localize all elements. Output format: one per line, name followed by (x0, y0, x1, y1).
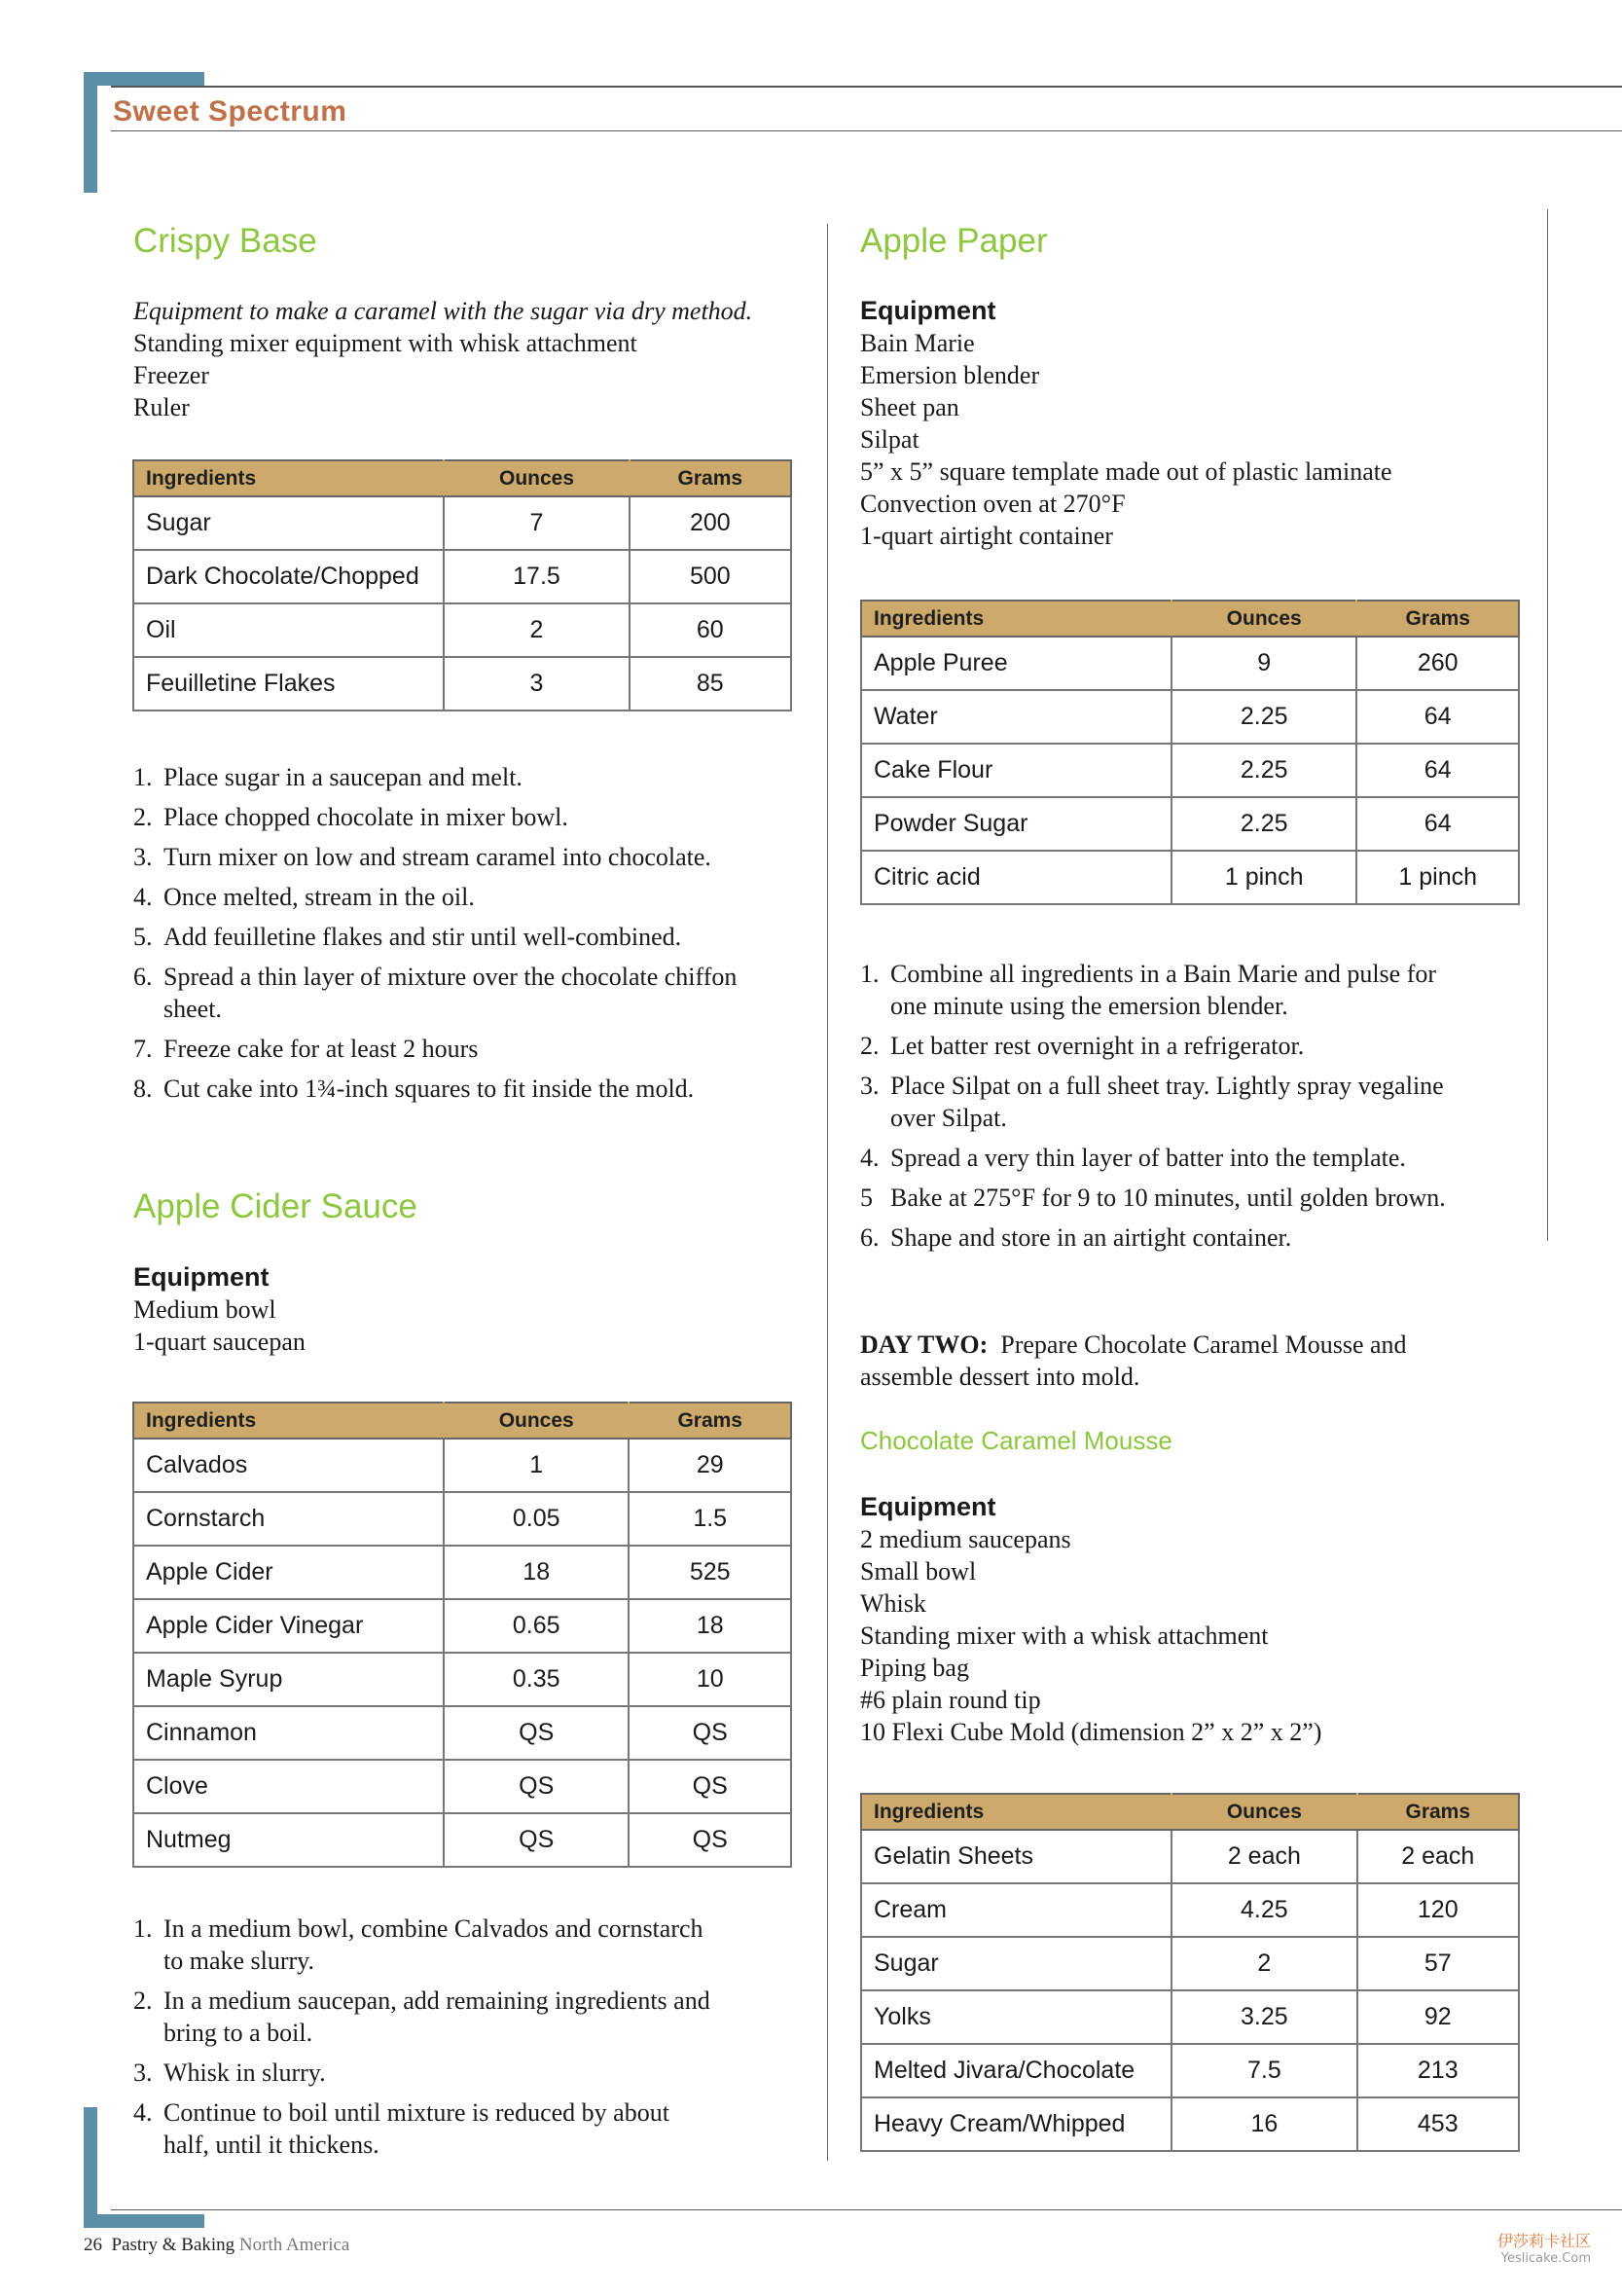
table-row (133, 1813, 791, 1867)
ingredient-name: Sugar (133, 496, 444, 550)
footer-rule (111, 2209, 1622, 2210)
equipment-item: 2 medium saucepans (860, 1525, 1071, 1553)
ingredient-name: Gelatin Sheets (861, 1830, 1171, 1883)
crispy-base-title: Crispy Base (133, 222, 317, 260)
ounces-cell: 2.25 (1171, 690, 1356, 744)
table-row (133, 1492, 791, 1546)
ounces-cell: 9 (1171, 637, 1356, 690)
page-number: 26 (84, 2235, 102, 2255)
list-item: 2. Place chopped chocolate in mixer bowl. (133, 803, 568, 831)
column-header: Ounces (444, 460, 629, 496)
ounces-cell: 0.05 (444, 1492, 629, 1546)
watermark (1455, 2229, 1591, 2266)
header-accent-side (84, 72, 97, 193)
ounces-cell: QS (444, 1760, 629, 1813)
equipment-item: 1-quart saucepan (133, 1328, 306, 1356)
table-row (861, 637, 1519, 690)
ingredient-name: Citric acid (861, 851, 1171, 904)
ounces-cell: 7.5 (1171, 2044, 1356, 2097)
grams-cell: 2 each (1357, 1830, 1519, 1883)
grams-cell: 120 (1357, 1883, 1519, 1937)
ingredient-name: Clove (133, 1760, 444, 1813)
apple-cider-sauce-steps (133, 1913, 795, 2168)
crispy-base-steps (133, 761, 795, 1112)
watermark-url: Yeslicake.Com (1500, 2251, 1591, 2266)
grams-cell: 10 (629, 1653, 791, 1706)
ingredient-name: Feuilletine Flakes (133, 657, 444, 711)
ounces-cell: 18 (444, 1546, 629, 1599)
table-row (861, 690, 1519, 744)
grams-cell: 500 (630, 550, 791, 603)
publication-region: North America (238, 2235, 350, 2255)
list-item: 4. Continue to boil until mixture is reduced by about half, until it thickens. (133, 2098, 669, 2159)
ingredient-name: Apple Puree (861, 637, 1171, 690)
grams-cell: 1.5 (629, 1492, 791, 1546)
mousse-ingredients-table (860, 1793, 1520, 2152)
ingredient-name: Yolks (861, 1990, 1171, 2044)
column-header: Grams (629, 1403, 791, 1439)
ounces-cell: 2.25 (1171, 797, 1356, 851)
chocolate-caramel-mousse-title: Chocolate Caramel Mousse (860, 1426, 1172, 1455)
equipment-item: Small bowl (860, 1557, 977, 1585)
list-item: 2. Let batter rest overnight in a refrigerator. (860, 1032, 1305, 1060)
grams-cell: 92 (1357, 1990, 1519, 2044)
ounces-cell: 3 (444, 657, 629, 711)
ingredient-name: Dark Chocolate/Chopped (133, 550, 444, 603)
column-header: Ingredients (861, 1794, 1171, 1830)
grams-cell: 200 (630, 496, 791, 550)
table-row (861, 744, 1519, 797)
grams-cell: 1 pinch (1356, 851, 1519, 904)
table-row (861, 1883, 1519, 1937)
ingredient-name: Cinnamon (133, 1706, 444, 1760)
column-header: Grams (1357, 1794, 1519, 1830)
equipment-item: Standing mixer with a whisk attachment (860, 1622, 1269, 1650)
table-row (861, 1830, 1519, 1883)
ingredient-name: Oil (133, 603, 444, 657)
grams-cell: 453 (1357, 2097, 1519, 2151)
list-item: 5. Add feuilletine flakes and stir until well-combined. (133, 923, 682, 951)
ounces-cell: 2 each (1171, 1830, 1356, 1883)
ingredient-name: Cake Flour (861, 744, 1171, 797)
list-item: 2. In a medium saucepan, add remaining ingredients and bring to a boil. (133, 1986, 710, 2047)
crispy-base-ingredients-table (132, 459, 792, 711)
grams-cell: 60 (630, 603, 791, 657)
crispy-base-equipment (133, 295, 752, 423)
day-two-label: DAY TWO: (860, 1330, 989, 1359)
table-row (133, 1653, 791, 1706)
ounces-cell: 0.35 (444, 1653, 629, 1706)
ingredient-name: Sugar (861, 1937, 1171, 1990)
running-header-title: Sweet Spectrum (113, 95, 347, 128)
day-two-text-continued: assemble dessert into mold. (860, 1363, 1140, 1391)
header-under-rule (111, 130, 1622, 131)
column-header: Ounces (444, 1403, 629, 1439)
publication-name: Pastry & Baking (111, 2235, 235, 2255)
apple-paper-equipment (860, 295, 1392, 552)
list-item: 5 Bake at 275°F for 9 to 10 minutes, until golden brown. (860, 1184, 1446, 1212)
table-header-row (133, 1403, 791, 1439)
ounces-cell: 2.25 (1171, 744, 1356, 797)
apple-cider-sauce-title: Apple Cider Sauce (133, 1187, 417, 1225)
table-header-row (861, 1794, 1519, 1830)
list-item: 4. Spread a very thin layer of batter into the template. (860, 1144, 1406, 1172)
column-divider (827, 224, 828, 2161)
equipment-item: Sheet pan (860, 393, 959, 421)
ingredient-name: Powder Sugar (861, 797, 1171, 851)
equipment-heading: Equipment (133, 1262, 270, 1292)
equipment-note: Equipment to make a caramel with the sugar via dry method. (133, 297, 753, 325)
ounces-cell: QS (444, 1813, 629, 1867)
table-row (861, 2097, 1519, 2151)
list-item: 3. Whisk in slurry. (133, 2059, 326, 2087)
table-row (133, 1599, 791, 1653)
grams-cell: 213 (1357, 2044, 1519, 2097)
table-row (861, 851, 1519, 904)
ingredient-name: Cornstarch (133, 1492, 444, 1546)
table-row (861, 1937, 1519, 1990)
list-item: 6. Spread a thin layer of mixture over the chocolate chiffon sheet. (133, 963, 738, 1023)
table-row (133, 1439, 791, 1492)
ingredient-name: Apple Cider (133, 1546, 444, 1599)
ounces-cell: 17.5 (444, 550, 629, 603)
list-item: 3. Turn mixer on low and stream caramel into chocolate. (133, 843, 711, 871)
grams-cell: 57 (1357, 1937, 1519, 1990)
grams-cell: 29 (629, 1439, 791, 1492)
apple-cider-sauce-ingredients-table (132, 1402, 792, 1868)
ounces-cell: 16 (1171, 2097, 1356, 2151)
apple-paper-steps (860, 958, 1532, 1261)
ounces-cell: 4.25 (1171, 1883, 1356, 1937)
column-header: Ingredients (133, 460, 444, 496)
list-item: 1. Combine all ingredients in a Bain Marie and pulse for one minute using the emersion blender. (860, 960, 1437, 1020)
apple-paper-title: Apple Paper (860, 222, 1048, 260)
table-row (133, 496, 791, 550)
equipment-item: Freezer (133, 361, 209, 389)
list-item: 3. Place Silpat on a full sheet tray. Lightly spray vegaline over Silpat. (860, 1072, 1444, 1132)
column-header: Grams (1356, 601, 1519, 637)
ounces-cell: 2 (1171, 1937, 1356, 1990)
equipment-item: Whisk (860, 1589, 926, 1618)
list-item: 8. Cut cake into 1¾-inch squares to fit inside the mold. (133, 1075, 695, 1103)
page-footer (84, 2235, 349, 2256)
equipment-item: Standing mixer equipment with whisk attachment (133, 329, 637, 357)
ingredient-name: Heavy Cream/Whipped (861, 2097, 1171, 2151)
day-two-text: Prepare Chocolate Caramel Mousse and (1000, 1330, 1407, 1359)
list-item: 6. Shape and store in an airtight container. (860, 1223, 1292, 1252)
ingredient-name: Water (861, 690, 1171, 744)
day-two-paragraph (860, 1329, 1407, 1393)
equipment-item: Ruler (133, 393, 190, 421)
footer-accent-bar (84, 2214, 204, 2228)
equipment-item: 10 Flexi Cube Mold (dimension 2” x 2” x 2”) (860, 1718, 1322, 1746)
ounces-cell: 2 (444, 603, 629, 657)
grams-cell: QS (629, 1706, 791, 1760)
equipment-item: Emersion blender (860, 361, 1040, 389)
table-header-row (861, 601, 1519, 637)
table-header-row (133, 460, 791, 496)
grams-cell: 64 (1356, 797, 1519, 851)
apple-cider-sauce-equipment (133, 1261, 306, 1358)
ounces-cell: 1 pinch (1171, 851, 1356, 904)
grams-cell: 260 (1356, 637, 1519, 690)
equipment-item: Silpat (860, 425, 919, 454)
grams-cell: 85 (630, 657, 791, 711)
table-row (861, 1990, 1519, 2044)
ingredient-name: Apple Cider Vinegar (133, 1599, 444, 1653)
equipment-item: #6 plain round tip (860, 1686, 1041, 1714)
table-row (133, 1760, 791, 1813)
ingredient-name: Nutmeg (133, 1813, 444, 1867)
column-header: Ounces (1171, 601, 1356, 637)
equipment-heading: Equipment (860, 296, 996, 325)
equipment-item: 5” x 5” square template made out of plastic laminate (860, 457, 1392, 486)
mousse-equipment (860, 1491, 1321, 1748)
ingredient-name: Melted Jivara/Chocolate (861, 2044, 1171, 2097)
equipment-item: Bain Marie (860, 329, 975, 357)
grams-cell: 18 (629, 1599, 791, 1653)
equipment-item: Medium bowl (133, 1295, 276, 1324)
header-accent-bar (84, 72, 204, 86)
grams-cell: 64 (1356, 744, 1519, 797)
column-header: Ounces (1171, 1794, 1356, 1830)
list-item: 4. Once melted, stream in the oil. (133, 883, 475, 911)
grams-cell: 525 (629, 1546, 791, 1599)
table-row (133, 1546, 791, 1599)
ounces-cell: 1 (444, 1439, 629, 1492)
equipment-item: Convection oven at 270°F (860, 490, 1126, 518)
column-header: Ingredients (861, 601, 1171, 637)
right-margin-rule (1547, 209, 1548, 1241)
list-item: 7. Freeze cake for at least 2 hours (133, 1035, 479, 1063)
footer-accent-side (84, 2107, 97, 2228)
grams-cell: QS (629, 1760, 791, 1813)
ingredient-name: Maple Syrup (133, 1653, 444, 1706)
grams-cell: QS (629, 1813, 791, 1867)
ounces-cell: 0.65 (444, 1599, 629, 1653)
table-row (133, 603, 791, 657)
list-item: 1. In a medium bowl, combine Calvados and cornstarch to make slurry. (133, 1914, 703, 1975)
list-item: 1. Place sugar in a saucepan and melt. (133, 763, 523, 791)
column-header: Grams (630, 460, 791, 496)
table-row (133, 550, 791, 603)
apple-paper-ingredients-table (860, 600, 1520, 905)
ounces-cell: 3.25 (1171, 1990, 1356, 2044)
table-row (861, 797, 1519, 851)
equipment-item: 1-quart airtight container (860, 522, 1113, 550)
equipment-heading: Equipment (860, 1492, 996, 1521)
grams-cell: 64 (1356, 690, 1519, 744)
table-row (133, 657, 791, 711)
ounces-cell: QS (444, 1706, 629, 1760)
table-row (861, 2044, 1519, 2097)
ingredient-name: Calvados (133, 1439, 444, 1492)
table-row (133, 1706, 791, 1760)
watermark-text: 伊莎莉卡社区 (1496, 2232, 1591, 2250)
ounces-cell: 7 (444, 496, 629, 550)
ingredient-name: Cream (861, 1883, 1171, 1937)
equipment-item: Piping bag (860, 1654, 969, 1682)
column-header: Ingredients (133, 1403, 444, 1439)
header-rule (111, 86, 1622, 88)
